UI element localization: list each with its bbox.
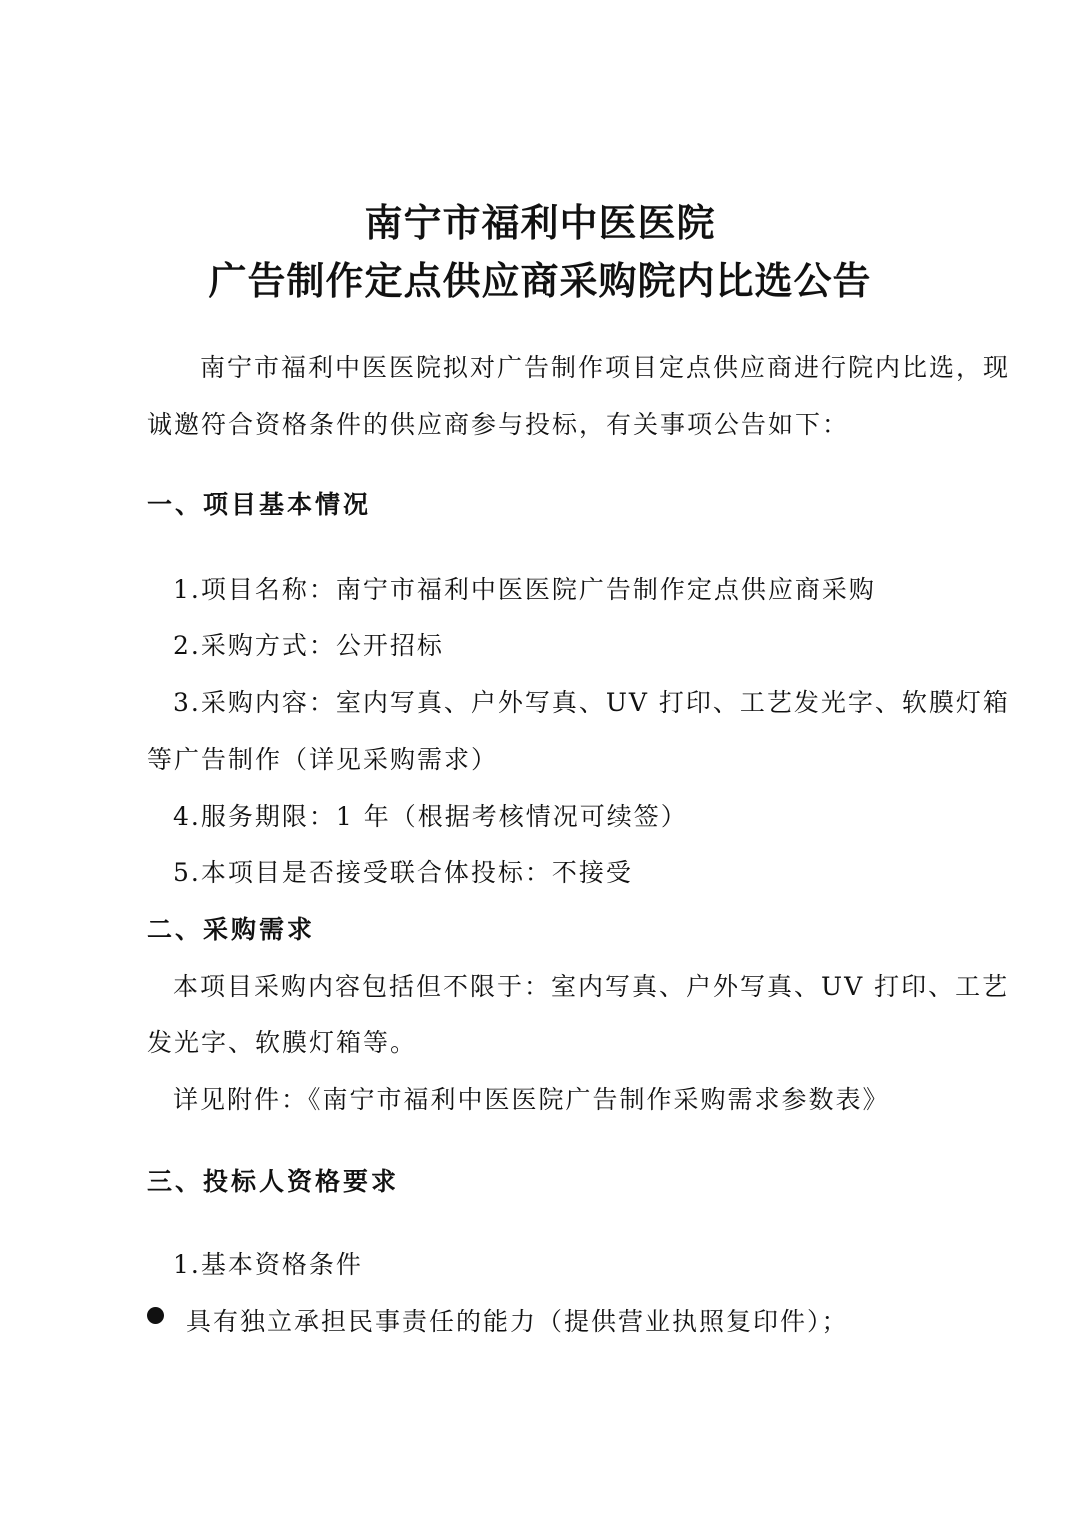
section-heading-3: 三、投标人资格要求: [147, 1167, 400, 1196]
item-3-line-2: 等广告制作（详见采购需求）: [147, 745, 499, 774]
attachment-reference: 详见附件：《南宁市福利中医医院广告制作采购需求参数表》: [173, 1085, 890, 1114]
bullet-item-1: 具有独立承担民事责任的能力（提供营业执照复印件）；: [186, 1307, 849, 1336]
intro-line-2: 诚邀符合资格条件的供应商参与投标，有关事项公告如下：: [147, 410, 850, 439]
item-5: 5.本项目是否接受联合体投标：不接受: [173, 858, 633, 887]
item-1: 1.项目名称：南宁市福利中医医院广告制作定点供应商采购: [173, 575, 876, 604]
section-heading-1: 一、项目基本情况: [147, 490, 372, 519]
requirement-line-2: 发光字、软膜灯箱等。: [147, 1028, 418, 1057]
bullet-icon: [147, 1307, 164, 1324]
item-3-line-1: 3.采购内容：室内写真、户外写真、UV 打印、工艺发光字、软膜灯箱: [173, 688, 1010, 717]
title-line-1: 南宁市福利中医医院: [364, 200, 716, 245]
item-2: 2.采购方式：公开招标: [173, 631, 444, 660]
section-heading-2: 二、采购需求: [147, 915, 316, 944]
item-4: 4.服务期限：1 年（根据考核情况可续签）: [173, 802, 688, 831]
qualification-item-1: 1.基本资格条件: [173, 1250, 363, 1279]
title-line-2: 广告制作定点供应商采购院内比选公告: [208, 258, 872, 303]
intro-line-1: 南宁市福利中医医院拟对广告制作项目定点供应商进行院内比选，现: [200, 353, 1011, 382]
requirement-line-1: 本项目采购内容包括但不限于：室内写真、户外写真、UV 打印、工艺: [173, 972, 1010, 1001]
